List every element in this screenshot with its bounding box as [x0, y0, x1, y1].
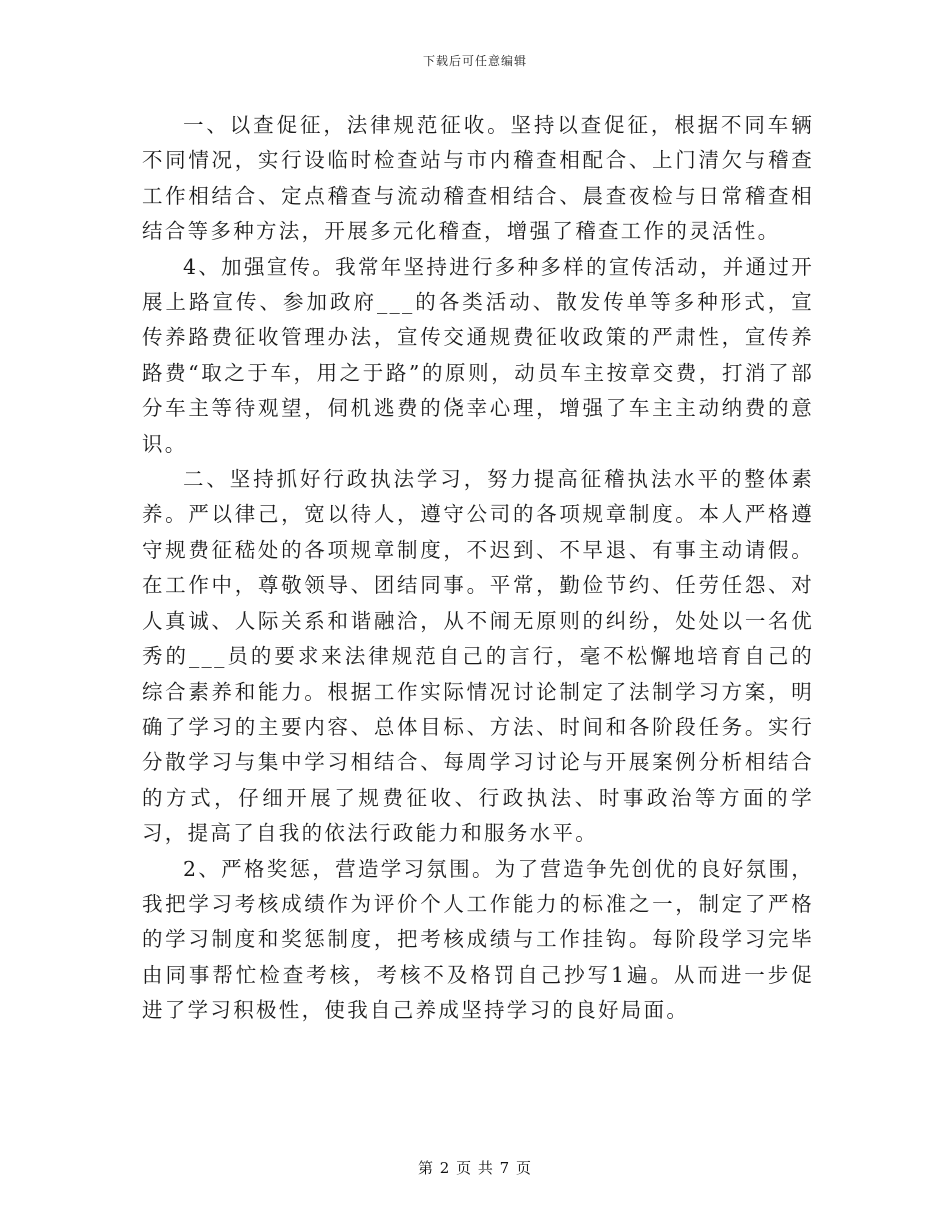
- paragraph-publicity: 4、加强宣传。我常年坚持进行多种多样的宣传活动，并通过开展上路宣传、参加政府___的各类活动、散发传单等多种形式，宣传养路费征收管理办法，宣传交通规费征收政策的严肃性，宣传养路费“取之于车，用之于路”的原则，动员车主按章交费，打消了部分车主等待观望，伺机逃费的侥幸心理，增强了车主主动纳费的意识。: [142, 254, 814, 456]
- paragraph-inspection: 一、以查促征，法律规范征收。坚持以查促征，根据不同车辆不同情况，实行设临时检查站与市内稽查相配合、上门清欠与稽查工作相结合、定点稽查与流动稽查相结合、晨查夜检与日常稽查相结合等多种方法，开展多元化稽查，增强了稽查工作的灵活性。: [142, 113, 814, 244]
- paragraph-law-study: 二、坚持抓好行政执法学习，努力提高征稽执法水平的整体素养。严以律己，宽以待人，遵守公司的各项规章制度。本人严格遵守规费征嵇处的各项规章制度，不迟到、不早退、有事主动请假。在工作中，尊敬领导、团结同事。平常，勤俭节约、任劳任怨、对人真诚、人际关系和谐融洽，从不闹无原则的纠纷，处处以一名优秀的___员的要求来法律规范自己的言行，毫不松懈地培育自己的综合素养和能力。根据工作实际情况讨论制定了法制学习方案，明确了学习的主要内容、总体目标、方法、时间和各阶段任务。实行分散学习与集中学习相结合、每周学习讨论与开展案例分析相结合的方式，仔细开展了规费征收、行政执法、时事政治等方面的学习，提高了自我的依法行政能力和服务水平。: [142, 467, 814, 846]
- page-header: 下载后可任意编辑: [422, 54, 527, 68]
- paragraph-rewards: 2、严格奖惩，营造学习氛围。为了营造争先创优的良好氛围，我把学习考核成绩作为评价个人工作能力的标准之一，制定了严格的学习制度和奖惩制度，把考核成绩与工作挂钩。每阶段学习完毕由同事帮忙检查考核，考核不及格罚自己抄写1遍。从而进一步促进了学习积极性，使我自己养成坚持学习的良好局面。: [142, 856, 814, 1023]
- page-number: 第 2 页 共 7 页: [418, 1159, 532, 1177]
- body-text: [142, 108, 814, 1029]
